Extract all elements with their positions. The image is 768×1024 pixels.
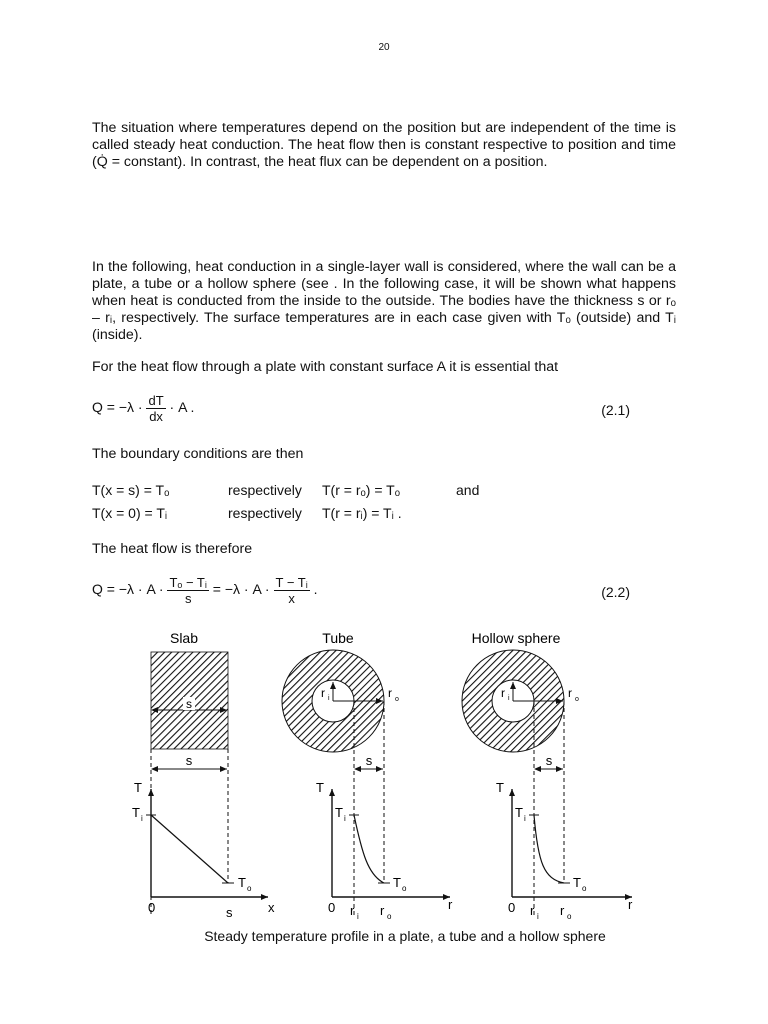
title-tube: Tube: [322, 630, 354, 646]
slab-To-label: T: [238, 875, 246, 890]
eq2-mid: = −λ · A ·: [212, 581, 270, 598]
svg-text:r: r: [501, 686, 505, 700]
eq2-denominator-1: s: [184, 591, 192, 606]
svg-text:i: i: [524, 814, 526, 823]
svg-text:T: T: [393, 875, 401, 890]
svg-text:0: 0: [328, 900, 336, 915]
bc2-left: T(x = 0) = Tᵢ: [92, 505, 168, 521]
eq2-fraction-1: [167, 575, 208, 606]
svg-text:r: r: [350, 903, 355, 918]
bc1-respectively: respectively: [228, 482, 302, 498]
eq1-numerator: dT: [148, 393, 164, 408]
svg-text:o: o: [395, 696, 399, 703]
slab-Ti-label: T: [132, 805, 140, 820]
sphere-profile-curve: [534, 815, 564, 883]
equation-2-2: [92, 575, 318, 606]
slab-axis-T: T: [134, 780, 142, 795]
svg-text:T: T: [335, 805, 343, 820]
equation-number-2-2: (2.2): [601, 584, 630, 600]
svg-text:T: T: [573, 875, 581, 890]
equation-2-1: [92, 393, 194, 424]
slab-profile-line: [151, 815, 228, 883]
slab-axis-x: x: [268, 900, 275, 915]
svg-text:o: o: [575, 696, 579, 703]
slab-thickness-label: s: [186, 697, 192, 711]
eq2-end: .: [313, 581, 318, 598]
svg-text:i: i: [141, 814, 143, 823]
hollow-sphere-diagram: [462, 650, 633, 921]
svg-text:i: i: [357, 912, 359, 921]
paragraph-boundary-conditions: The boundary conditions are then: [92, 446, 304, 462]
slab-origin: 0: [148, 900, 156, 915]
bc1-left: T(x = s) = Tₒ: [92, 482, 170, 498]
eq2-lhs: Q = −λ · A ·: [92, 581, 164, 598]
eq1-lhs: Q = −λ ·: [92, 399, 143, 416]
figure-caption: Steady temperature profile in a plate, a tube and a hollow sphere: [204, 928, 606, 944]
eq2-numerator-2: T − Tᵢ: [275, 575, 308, 590]
svg-text:T: T: [515, 805, 523, 820]
svg-text:r: r: [560, 903, 565, 918]
eq2-denominator-2: x: [288, 591, 295, 606]
eq1-fraction: [146, 393, 165, 424]
tube-profile-curve: [354, 815, 384, 883]
svg-text:r: r: [321, 686, 325, 700]
svg-text:i: i: [328, 695, 330, 702]
svg-text:r: r: [568, 686, 572, 700]
svg-text:r: r: [380, 903, 385, 918]
paragraph-heat-flow-therefore: The heat flow is therefore: [92, 541, 253, 557]
sphere-axis-T: T: [496, 780, 504, 795]
bc-and: and: [456, 482, 480, 498]
slab-s-dimension: s: [185, 753, 193, 768]
paragraph-plate-heat-flow: For the heat flow through a plate with constant surface A it is essential that: [92, 359, 559, 375]
slab-diagram: [132, 652, 275, 920]
svg-text:o: o: [247, 884, 252, 893]
svg-text:o: o: [402, 884, 407, 893]
tube-axis-r: r: [448, 897, 453, 912]
svg-text:i: i: [344, 814, 346, 823]
page-number: 20: [378, 42, 390, 53]
bc1-right: T(r = rₒ) = Tₒ: [322, 482, 400, 498]
eq2-fraction-2: [274, 575, 310, 606]
sphere-axis-r: r: [628, 897, 633, 912]
paragraph-single-layer-wall: In the following, heat conduction in a single-layer wall is considered, where the wall can be a plate, a tube or a hollow sphere (see . In the following case, it will be shown what happens when heat is conducted from the inside to the outside. The bodies have the thickness s or rₒ – rᵢ, respectively. The surface temperatures are in each case given with Tₒ (outside) and Tᵢ (inside).: [92, 259, 676, 343]
svg-text:o: o: [582, 884, 587, 893]
svg-text:s: s: [545, 753, 553, 768]
svg-text:r: r: [388, 686, 392, 700]
eq1-rhs: · A .: [169, 399, 195, 416]
svg-text:i: i: [537, 912, 539, 921]
svg-text:o: o: [567, 912, 572, 921]
paragraph-steady-conduction: The situation where temperatures depend on the position but are independent of the time is called steady heat conduction. The heat flow then is constant respective to position and time (Q̇ = constant). In contrast, the heat flux can be dependent on a position.: [92, 120, 676, 170]
eq2-numerator-1: Tₒ − Tᵢ: [169, 575, 207, 590]
bc2-right: T(r = rᵢ) = Tᵢ .: [322, 505, 402, 521]
tube-axis-T: T: [316, 780, 324, 795]
svg-text:s: s: [365, 753, 373, 768]
bc2-respectively: respectively: [228, 505, 302, 521]
temperature-profile-figure: [92, 625, 652, 925]
title-slab: Slab: [169, 630, 199, 646]
svg-text:r: r: [530, 903, 535, 918]
svg-text:0: 0: [508, 900, 516, 915]
svg-text:o: o: [387, 912, 392, 921]
title-hollow-sphere: Hollow sphere: [471, 630, 561, 646]
svg-text:i: i: [508, 695, 510, 702]
equation-number-2-1: (2.1): [601, 402, 630, 418]
eq1-denominator: dx: [149, 409, 163, 424]
tube-diagram: [282, 650, 453, 921]
slab-s-tick: s: [226, 905, 233, 920]
